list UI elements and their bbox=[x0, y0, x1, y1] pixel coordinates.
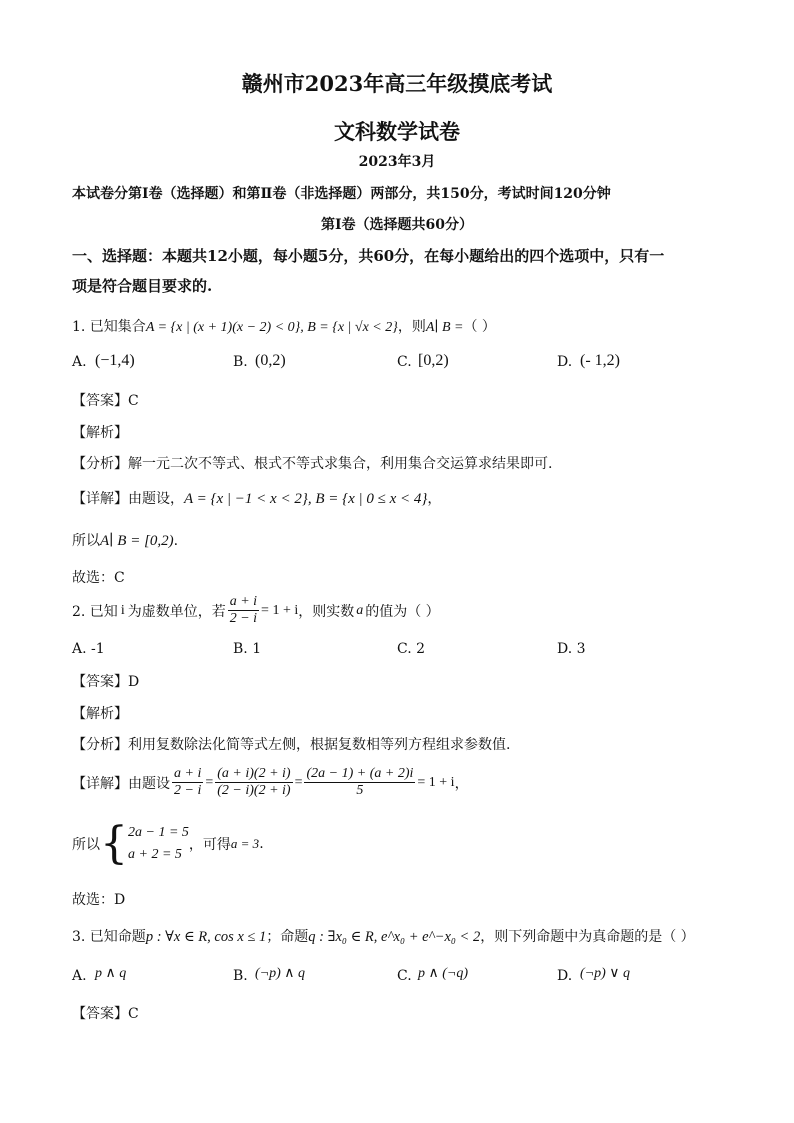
q2-equation-system bbox=[128, 822, 189, 865]
q2-frac-den: 2 − i bbox=[229, 611, 258, 627]
q1-option-b: (0,2) bbox=[255, 352, 286, 369]
detail-label: 【详解】 bbox=[72, 491, 128, 507]
instructions-line-2: 项是符合题目要求的. bbox=[72, 277, 213, 295]
q2-detail-frac-2 bbox=[215, 766, 292, 799]
question-1-stem bbox=[72, 316, 496, 336]
q1-suffix-b: A∣ B = bbox=[425, 320, 464, 335]
q1-option-d-label: D. bbox=[557, 354, 573, 370]
left-brace-icon: { bbox=[100, 818, 128, 869]
q1-so-prefix: 所以 bbox=[72, 533, 100, 549]
q2-i: i bbox=[120, 602, 125, 618]
q3-mid: ；命题 bbox=[266, 929, 309, 945]
q1-fenxi-text: 解一元二次不等式、根式不等式求集合，利用集合交运算求结果即可. bbox=[128, 456, 553, 472]
exam-date: 2023年3月 bbox=[358, 154, 436, 170]
q2-so-suffix: . bbox=[259, 836, 264, 852]
fenxi-label: 【分析】 bbox=[72, 737, 128, 753]
q2-fenxi-text: 利用复数除法化简等式左侧，根据复数相等列方程组求参数值. bbox=[128, 737, 511, 753]
q2-a: a bbox=[356, 602, 364, 618]
exam-title: 赣州市2023年高三年级摸底考试 bbox=[241, 71, 553, 96]
q2-eq2: = bbox=[294, 774, 303, 790]
q3-option-d-label: D. bbox=[557, 968, 573, 984]
q1-so-math: A∣ B = [0,2) bbox=[100, 533, 174, 549]
q1-option-a-label: A. bbox=[72, 354, 87, 370]
q2-sys-eq-2: a + 2 = 5 bbox=[128, 847, 182, 862]
q2-f2-num: (a + i)(2 + i) bbox=[215, 766, 292, 783]
q3-p-math: p : ∀x ∈ R, cos x ≤ 1 bbox=[145, 929, 267, 945]
q1-option-d: (- 1,2) bbox=[580, 352, 620, 369]
q2-answer bbox=[72, 671, 139, 691]
q1-detail bbox=[72, 488, 441, 508]
q3-q-math: q : ∃x₀ ∈ R, e^x₀ + e^−x₀ < 2 bbox=[308, 929, 481, 945]
q2-detail-prefix: 由题设 bbox=[128, 775, 170, 792]
q2-detail-suffix: ， bbox=[454, 775, 469, 792]
q3-option-b-label: B. bbox=[233, 968, 248, 984]
q2-answer-value: D bbox=[128, 674, 140, 690]
q2-so-math: a = 3 bbox=[230, 836, 260, 851]
q2-sys-eq-1: 2a − 1 = 5 bbox=[128, 825, 189, 841]
q3-option-c-label: C. bbox=[397, 968, 412, 984]
answer-label: 【答案】 bbox=[72, 393, 128, 409]
q1-option-c: [0,2) bbox=[418, 352, 449, 369]
q2-option-d: D. 3 bbox=[557, 641, 586, 657]
q2-detail-frac-3 bbox=[304, 766, 415, 799]
exam-intro: 本试卷分第Ⅰ卷（选择题）和第Ⅱ卷（非选择题）两部分，共150分，考试时间120分钟 bbox=[72, 186, 611, 202]
instructions-line-1: 一、选择题：本题共12小题，每小题5分，共60分，在每小题给出的四个选项中，只有一 bbox=[72, 247, 665, 265]
q1-option-b-label: B. bbox=[233, 354, 248, 370]
q1-detail-suffix: ， bbox=[427, 491, 442, 507]
q2-fraction bbox=[228, 594, 259, 627]
detail-label: 【详解】 bbox=[72, 775, 128, 792]
q2-tail-a: ，则实数 bbox=[298, 603, 355, 620]
q1-set-a: A = {x | (x + 1)(x − 2) < 0} bbox=[145, 320, 301, 335]
q1-option-c-label: C. bbox=[397, 354, 412, 370]
q2-eq1: = bbox=[205, 774, 214, 790]
q2-f3-den: 5 bbox=[356, 783, 364, 799]
q3-option-d: (¬p) ∨ q bbox=[580, 966, 631, 981]
q1-detail-math: A = {x | −1 < x < 2}, B = {x | 0 ≤ x < 4} bbox=[184, 491, 428, 507]
q3-option-b: (¬p) ∧ q bbox=[255, 966, 306, 981]
q3-tail: ，则下列命题中为真命题的是（ ） bbox=[480, 929, 695, 945]
q3-prefix: 3. 已知命题 bbox=[72, 929, 146, 945]
q3-option-a-label: A. bbox=[72, 968, 87, 984]
q3-answer-value: C bbox=[128, 1006, 139, 1022]
q1-final: 故选：C bbox=[72, 570, 125, 586]
answer-label: 【答案】 bbox=[72, 674, 128, 690]
q2-prefix: 2. 已知 bbox=[72, 603, 118, 620]
section-title: 第Ⅰ卷（选择题共60分） bbox=[320, 217, 474, 233]
q3-option-c: p ∧ (¬q) bbox=[418, 966, 469, 981]
q1-so bbox=[72, 530, 178, 550]
fenxi-label: 【分析】 bbox=[72, 456, 128, 472]
q2-option-c: C. 2 bbox=[397, 641, 426, 657]
q3-answer bbox=[72, 1003, 139, 1023]
q1-option-a: (−1,4) bbox=[95, 352, 135, 369]
question-3-stem bbox=[72, 926, 695, 946]
q2-option-b: B. 1 bbox=[233, 641, 262, 657]
answer-label: 【答案】 bbox=[72, 1006, 128, 1022]
q2-mid: 为虚数单位，若 bbox=[127, 603, 226, 620]
q2-analysis-label: 【解析】 bbox=[72, 706, 128, 722]
q2-final: 故选：D bbox=[72, 892, 126, 908]
q2-tail-b: 的值为（ ） bbox=[365, 603, 440, 620]
q1-fenxi bbox=[72, 453, 552, 473]
q2-option-a: A. -1 bbox=[72, 641, 105, 657]
q2-frac-num: a + i bbox=[228, 594, 259, 611]
q1-answer bbox=[72, 390, 139, 410]
q1-analysis-label: 【解析】 bbox=[72, 425, 128, 441]
q1-answer-value: C bbox=[128, 393, 139, 409]
q2-so-prefix: 所以 bbox=[72, 837, 100, 853]
q2-eq3: = 1 + i bbox=[417, 774, 455, 790]
q2-so bbox=[72, 818, 264, 869]
q1-set-b: , B = {x | √x < 2} bbox=[300, 320, 398, 335]
q2-f1-den: 2 − i bbox=[174, 783, 202, 799]
q1-detail-prefix: 由题设， bbox=[128, 491, 184, 507]
q1-paren: （ ） bbox=[463, 319, 496, 335]
q2-so-mid: ，可得 bbox=[188, 837, 231, 853]
q3-option-a: p ∧ q bbox=[95, 966, 127, 981]
q2-f2-den: (2 − i)(2 + i) bbox=[217, 783, 291, 799]
q1-suffix-a: ，则 bbox=[397, 319, 426, 335]
question-2-stem bbox=[72, 594, 440, 627]
q2-f1-num: a + i bbox=[172, 766, 203, 783]
exam-subtitle: 文科数学试卷 bbox=[334, 119, 460, 144]
q1-prefix: 1. 已知集合 bbox=[72, 319, 146, 335]
q2-f3-num: (2a − 1) + (a + 2)i bbox=[304, 766, 415, 783]
q1-so-suffix: . bbox=[173, 533, 179, 549]
q2-detail-frac-1 bbox=[172, 766, 203, 799]
q2-eq: = 1 + i bbox=[261, 602, 299, 618]
q2-fenxi bbox=[72, 734, 510, 754]
q2-detail bbox=[72, 766, 469, 799]
